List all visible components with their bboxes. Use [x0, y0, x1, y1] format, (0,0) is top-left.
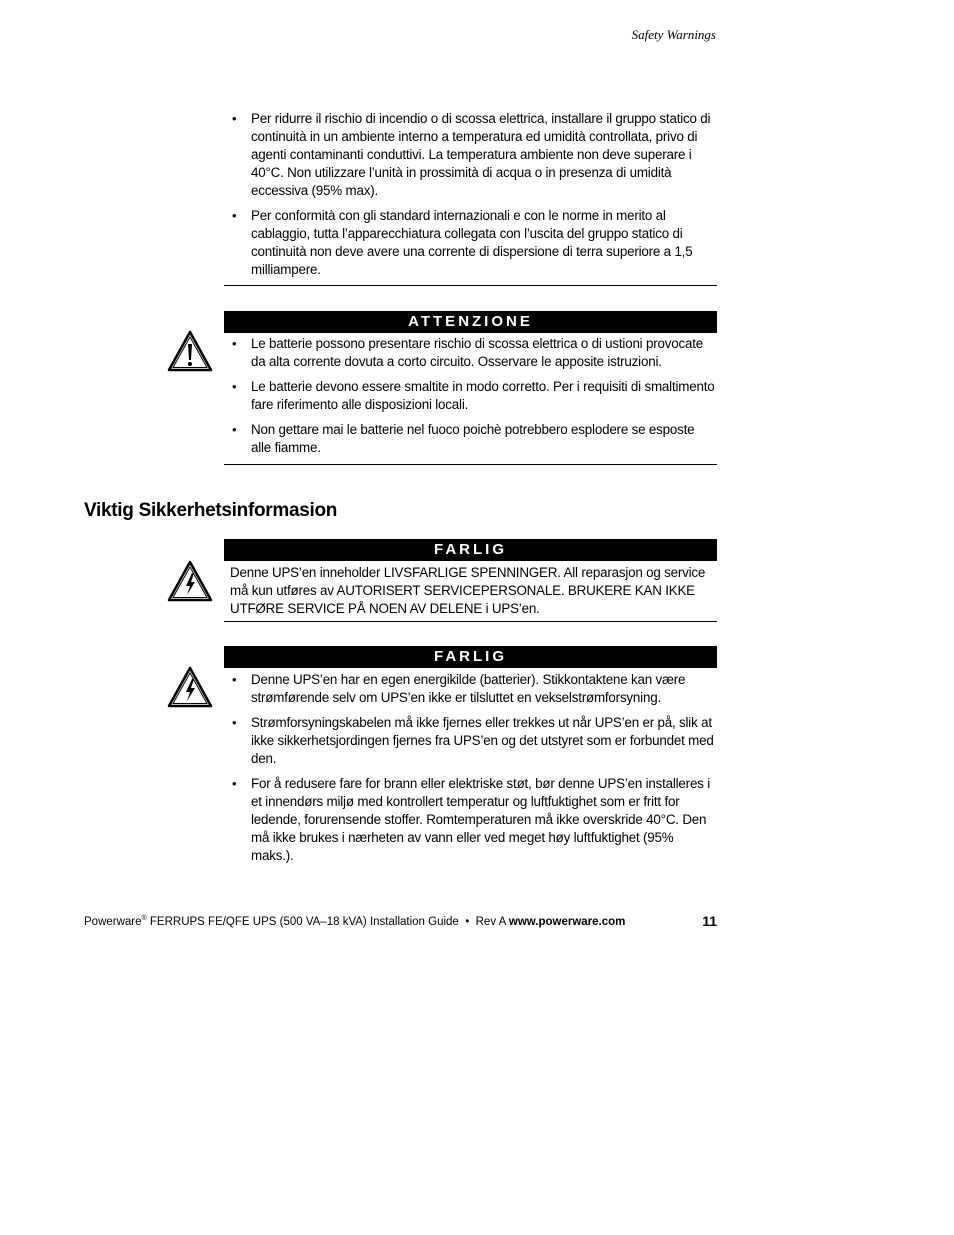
attenzione-bullet-list: [224, 335, 717, 457]
divider-rule: [224, 285, 717, 286]
list-item: • Denne UPS’en har en egen energikilde (batterier). Stikkontaktene kan være strømførende selv om UPS’en ikke er tilsluttet en vekselstrømforsyning.: [224, 671, 717, 707]
farlig-2-bullet-list: [224, 671, 717, 865]
footer-title: FERRUPS FE/QFE UPS (500 VA–18 kVA) Installation Guide • Rev A: [146, 915, 509, 928]
intro-bullet-list: [224, 110, 717, 279]
footer-url[interactable]: www.powerware.com: [508, 915, 626, 928]
divider-rule: [224, 621, 717, 622]
page-footer: [84, 915, 717, 928]
farlig-1-text: Denne UPS’en inneholder LIVSFARLIGE SPENNINGER. All reparasjon og service må kun utføres av AUTORISERT SERVICEPERSONALE. BRUKERE KAN IKKE UTFØRE SERVICE PÅ NOEN AV DELENE i UPS’en.: [230, 565, 706, 616]
high-voltage-icon: [167, 560, 213, 602]
list-item: • Strømforsyningskabelen må ikke fjernes eller trekkes ut når UPS’en er på, slik at ikke sikkerhetsjordingen fjernes fra UPS’en og det utstyret som er forbundet med den.: [224, 714, 717, 768]
high-voltage-icon: [167, 666, 213, 708]
farlig-banner: FARLIG: [224, 646, 717, 668]
list-item: • Per conformità con gli standard internazionali e con le norme in merito al cablaggio, tutta l’apparecchiatura collegata con l’uscita del gruppo statico di continuità non deve avere una corrente di dispersione di terra superiore a 1,5 milliampere.: [224, 207, 717, 279]
page-number: 11: [702, 913, 717, 929]
list-item: • Per ridurre il rischio di incendio o di scossa elettrica, installare il gruppo statico di continuità in un ambiente interno a temperatura ed umidità controllata, privo di agenti contaminanti conduttivi. La temperatura ambiente non deve superare i 40°C. Non utilizzare l’unità in prossimità di acqua o in presenza di umidità eccessiva (95% max).: [224, 110, 717, 200]
list-item: • Non gettare mai le batterie nel fuoco poichè potrebbero esplodere se esposte alle fiamme.: [224, 421, 717, 457]
running-head: Safety Warnings: [631, 27, 716, 42]
intro-bullets: [224, 110, 717, 286]
list-item: • Le batterie devono essere smaltite in modo corretto. Per i requisiti di smaltimento fare riferimento alle disposizioni locali.: [224, 378, 717, 414]
section-heading: Viktig Sikkerhetsinformasion: [84, 500, 338, 521]
footer-brand: Powerware: [84, 915, 142, 928]
list-item: • For å redusere fare for brann eller elektriske støt, bør denne UPS’en installeres i et innendørs miljø med kontrollert temperatur og luftfuktighet som er fritt for ledende, forurensende stoffer. Romtemperaturen må ikke overskride 40°C. Den må ikke brukes i nærheten av vann eller ved meget høy luftfuktighet (95% maks.).: [224, 775, 717, 865]
farlig-banner: FARLIG: [224, 539, 717, 561]
exclamation-warning-icon: [167, 330, 213, 372]
list-item: • Le batterie possono presentare rischio di scossa elettrica o di ustioni provocate da alta corrente dovuta a corto circuito. Osservare le apposite istruzioni.: [224, 335, 717, 371]
farlig-2-content: [224, 671, 717, 872]
attenzione-content: [224, 335, 717, 464]
registered-mark: ®: [141, 915, 147, 922]
divider-rule: [224, 464, 717, 465]
attenzione-banner: ATTENZIONE: [224, 311, 717, 333]
